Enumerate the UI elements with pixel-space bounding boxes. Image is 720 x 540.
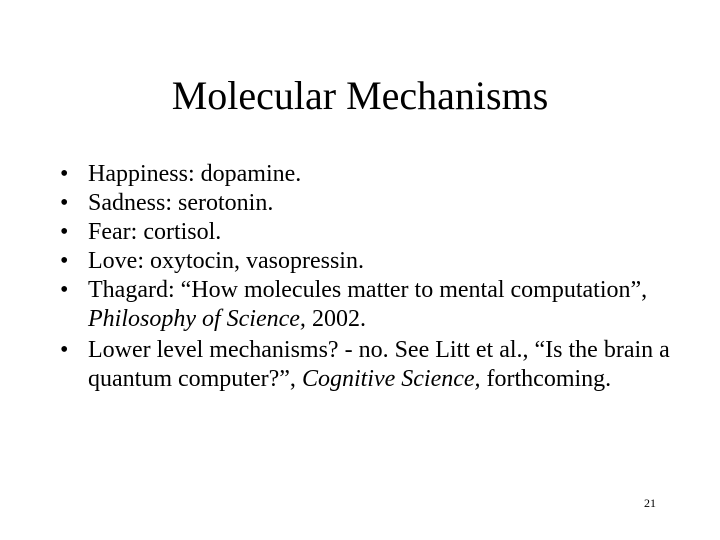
slide-number: 21 xyxy=(644,496,656,510)
bullet-item-lower-level-mechanisms xyxy=(60,336,680,394)
bullet-item-fear xyxy=(60,218,680,247)
bullet-dot-icon: • xyxy=(60,248,69,274)
bullet-list xyxy=(60,160,680,394)
bullet-item-thagard-citation xyxy=(60,276,680,334)
bullet-dot-icon: • xyxy=(60,337,69,363)
bullet-text: Love: oxytocin, vasopressin. xyxy=(88,248,364,274)
bullet-dot-icon: • xyxy=(60,161,69,187)
bullet-item-love xyxy=(60,247,680,276)
bullet-text: Fear: cortisol. xyxy=(88,219,222,245)
bullet-dot-icon: • xyxy=(60,219,69,245)
citation-text: Thagard: “How molecules matter to mental computation”, xyxy=(88,277,648,303)
bullet-item-happiness xyxy=(60,160,680,189)
citation-year: 2002. xyxy=(305,306,366,332)
bullet-text: Sadness: serotonin. xyxy=(88,190,274,216)
bullet-text: Happiness: dopamine. xyxy=(88,161,302,187)
citation-text: Lower level mechanisms? - no. See Litt et al., “Is the brain a quantum computer?”, xyxy=(88,337,670,392)
slide-title: Molecular Mechanisms xyxy=(171,73,549,118)
bullet-dot-icon: • xyxy=(60,190,69,216)
journal-title: Philosophy of Science, xyxy=(88,306,306,332)
bullet-text xyxy=(88,276,680,334)
journal-title: Cognitive Science, xyxy=(301,366,481,392)
bullet-text xyxy=(88,336,680,394)
bullet-item-sadness xyxy=(60,189,680,218)
citation-status: forthcoming. xyxy=(480,366,612,392)
bullet-dot-icon: • xyxy=(60,277,69,303)
